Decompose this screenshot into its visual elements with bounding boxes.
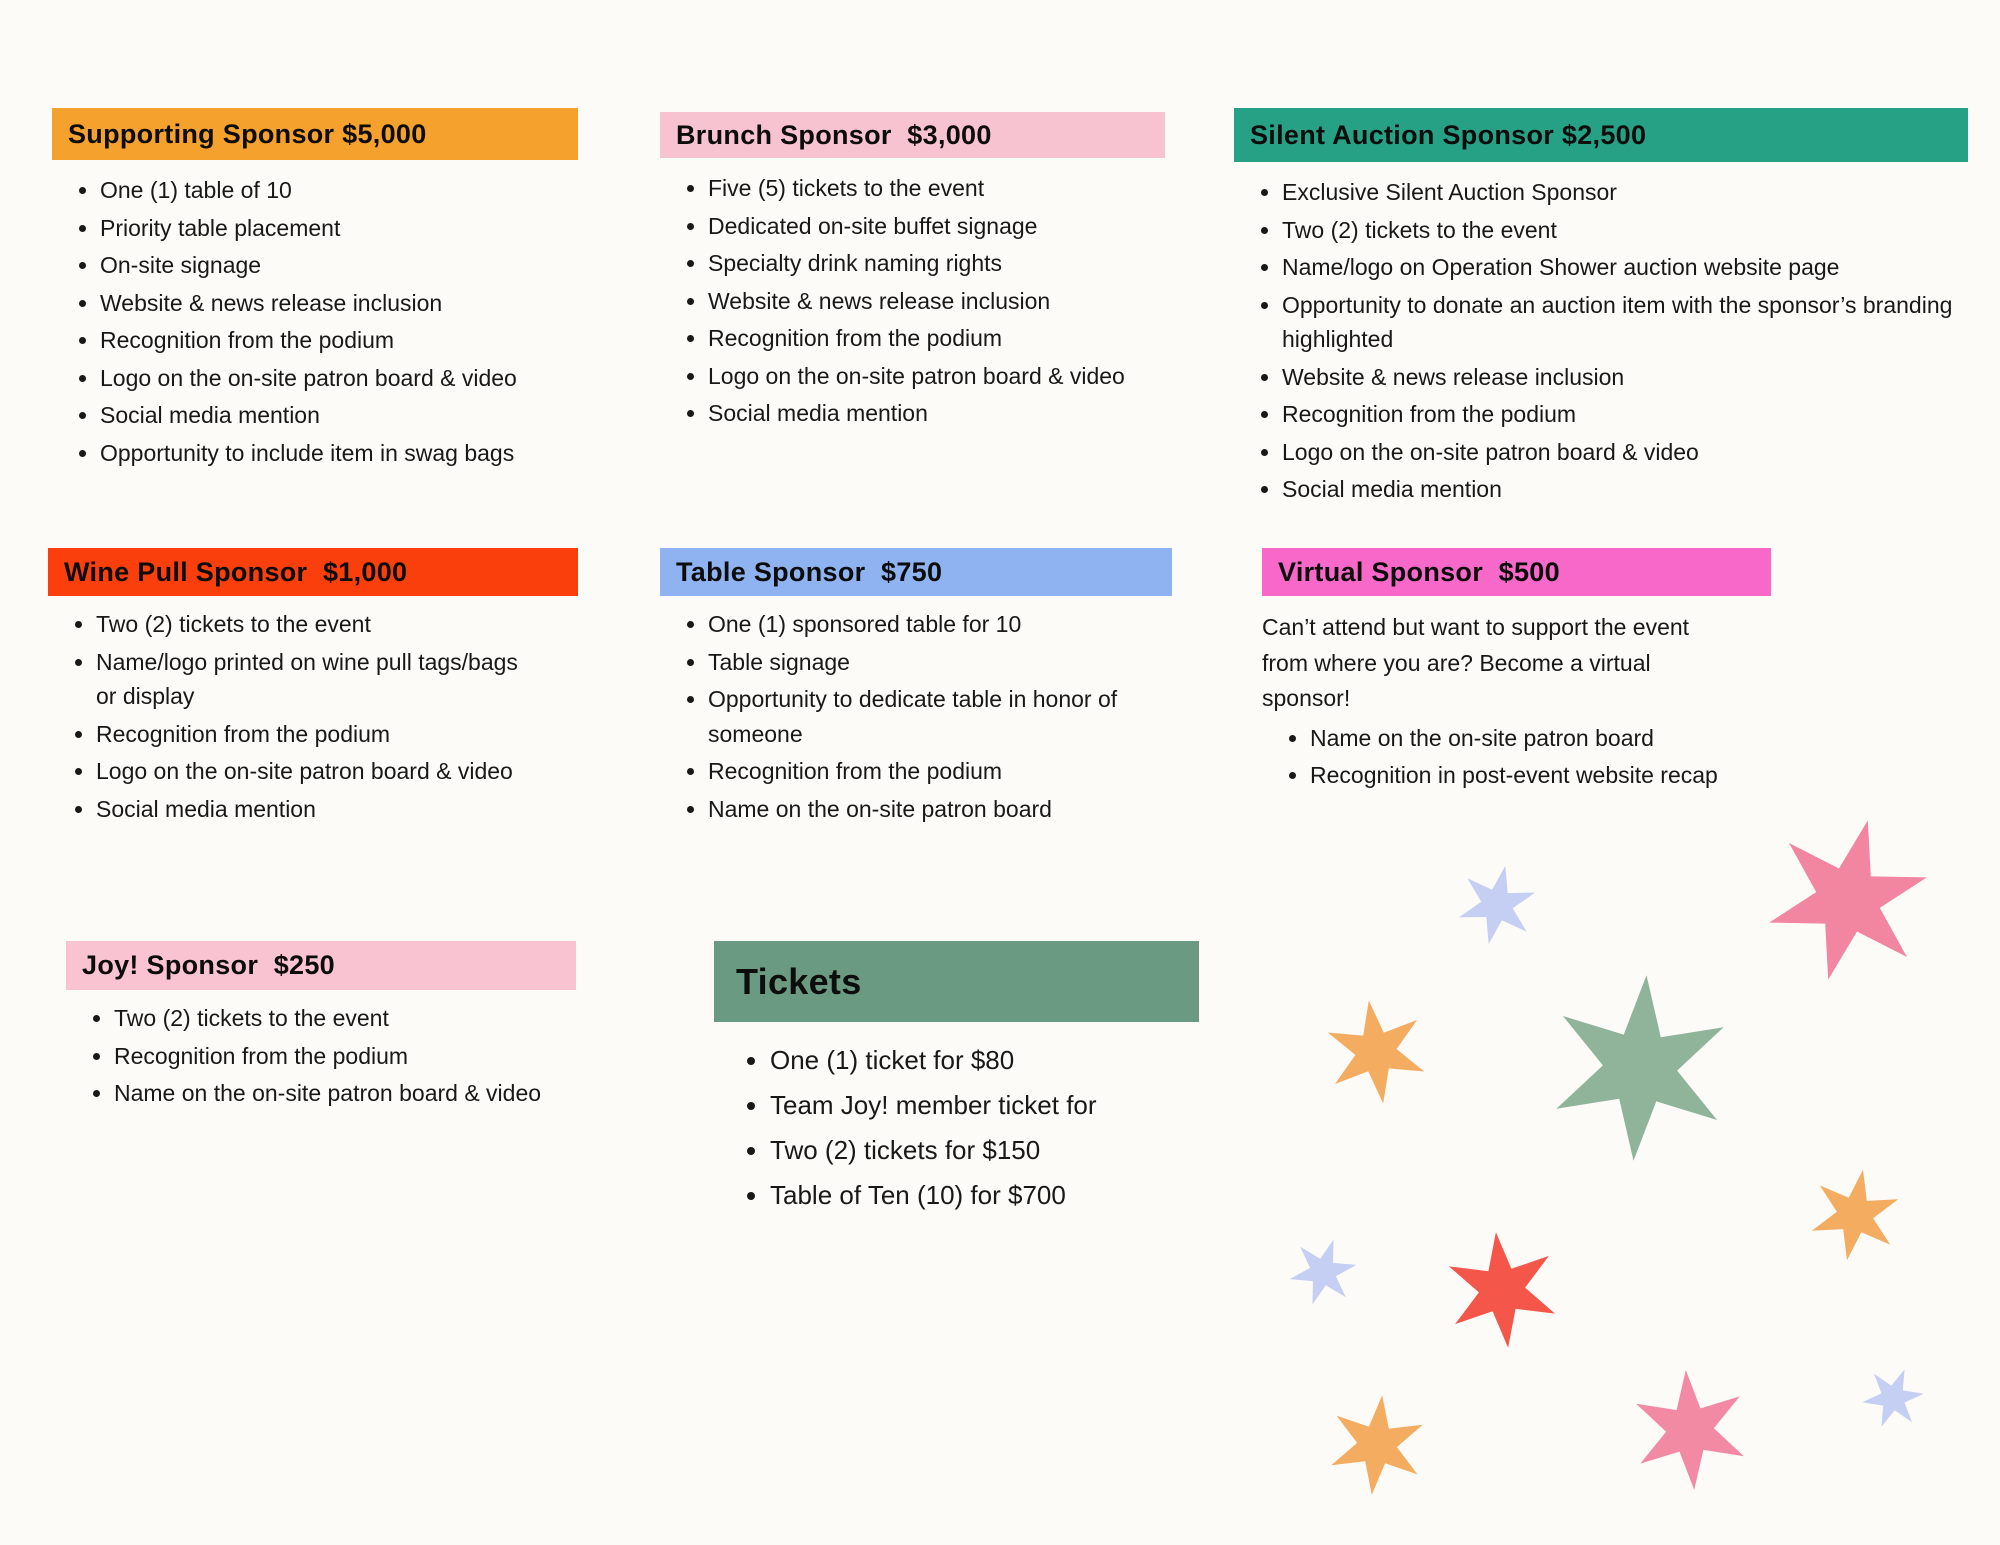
section-header-joy: Joy! Sponsor $250 <box>66 941 576 990</box>
list-item: • Five (5) tickets to the event <box>708 171 1180 206</box>
list-item: • Social media mention <box>708 396 1180 431</box>
list-item: • Two (2) tickets to the event <box>96 607 528 642</box>
section-header-supporting: Supporting Sponsor $5,000 <box>52 108 578 160</box>
list-item: • Exclusive Silent Auction Sponsor <box>1282 175 1974 210</box>
section-header-silent-auction: Silent Auction Sponsor $2,500 <box>1234 108 1968 162</box>
orange-star-icon <box>1331 1395 1422 1494</box>
list-item: • One (1) sponsored table for 10 <box>708 607 1160 642</box>
list-item: • Logo on the on-site patron board & video <box>708 359 1180 394</box>
sponsor-section-virtual <box>1262 548 1771 796</box>
lavender-star-icon <box>1459 866 1535 944</box>
list-item: • Social media mention <box>100 398 592 433</box>
list-item: • One (1) ticket for $80 <box>770 1039 1204 1081</box>
list-item: • Opportunity to include item in swag bags <box>100 436 592 471</box>
benefits-list <box>48 607 528 826</box>
list-item: • Name/logo printed on wine pull tags/bags or display <box>96 645 528 714</box>
lavender-star-icon <box>1290 1240 1357 1305</box>
list-item: • Name on the on-site patron board <box>1310 721 1732 756</box>
list-item: • Opportunity to donate an auction item with the sponsor’s branding highlighted <box>1282 288 1974 357</box>
list-item: • On-site signage <box>100 248 592 283</box>
list-item: • Website & news release inclusion <box>100 286 592 321</box>
sponsor-section-joy <box>66 941 696 1114</box>
list-item: • Table of Ten (10) for $700 <box>770 1174 1204 1216</box>
red-star-icon <box>1449 1232 1555 1347</box>
list-item: • Name on the on-site patron board & video <box>114 1076 696 1111</box>
list-item: • Two (2) tickets to the event <box>114 1001 696 1036</box>
section-header-wine-pull: Wine Pull Sponsor $1,000 <box>48 548 578 596</box>
list-item: • Name on the on-site patron board <box>708 792 1160 827</box>
sponsor-section-silent-auction <box>1234 108 1974 510</box>
orange-star-icon <box>1328 1001 1424 1104</box>
virtual-sponsor-intro: Can’t attend but want to support the event from where you are? Become a virtual sponsor! <box>1262 614 1690 712</box>
sponsor-section-brunch <box>660 112 1180 434</box>
benefits-list <box>1234 175 1974 507</box>
list-item: • One (1) table of 10 <box>100 173 592 208</box>
list-item: • Priority table placement <box>100 211 592 246</box>
list-item: • Recognition from the podium <box>1282 397 1974 432</box>
lavender-star-icon <box>1862 1369 1923 1426</box>
list-item: • Opportunity to dedicate table in honor of someone <box>708 682 1160 751</box>
list-item: • Social media mention <box>96 792 528 827</box>
section-header-brunch: Brunch Sponsor $3,000 <box>660 112 1165 158</box>
list-item: • Table signage <box>708 645 1160 680</box>
list-item: • Team Joy! member ticket for <box>770 1084 1204 1126</box>
list-item: • Two (2) tickets to the event <box>1282 213 1974 248</box>
pink-star-icon <box>1769 820 1927 979</box>
list-item: • Recognition from the podium <box>100 323 592 358</box>
list-item: • Recognition from the podium <box>708 754 1160 789</box>
list-item: • Two (2) tickets for $150 <box>770 1129 1204 1171</box>
list-item: • Recognition in post-event website recap <box>1310 758 1732 793</box>
tickets-section <box>714 941 1204 1219</box>
list-item: • Website & news release inclusion <box>1282 360 1974 395</box>
list-item: • Logo on the on-site patron board & video <box>1282 435 1974 470</box>
list-item: • Name/logo on Operation Shower auction website page <box>1282 250 1974 285</box>
section-header-tickets: Tickets <box>714 941 1199 1022</box>
benefits-list <box>660 607 1160 826</box>
orange-star-icon <box>1812 1170 1898 1261</box>
list-item: • Recognition from the podium <box>114 1039 696 1074</box>
list-item: • Social media mention <box>1282 472 1974 507</box>
benefits-list <box>66 1001 696 1111</box>
benefits-list <box>52 173 592 470</box>
list-item: • Dedicated on-site buffet signage <box>708 209 1180 244</box>
ticket-options-list <box>714 1039 1204 1216</box>
green-star-icon <box>1556 975 1723 1161</box>
pink-star-icon <box>1636 1370 1744 1490</box>
sponsor-section-wine-pull <box>48 548 578 829</box>
list-item: • Logo on the on-site patron board & video <box>100 361 592 396</box>
sponsor-section-table <box>660 548 1172 829</box>
list-item: • Recognition from the podium <box>708 321 1180 356</box>
section-header-virtual: Virtual Sponsor $500 <box>1262 548 1771 596</box>
section-header-table: Table Sponsor $750 <box>660 548 1172 596</box>
benefits-list <box>660 171 1180 431</box>
list-item: • Specialty drink naming rights <box>708 246 1180 281</box>
list-item: • Website & news release inclusion <box>708 284 1180 319</box>
benefits-list <box>1262 721 1732 793</box>
sponsor-section-supporting <box>52 108 582 473</box>
list-item: • Logo on the on-site patron board & video <box>96 754 528 789</box>
list-item: • Recognition from the podium <box>96 717 528 752</box>
